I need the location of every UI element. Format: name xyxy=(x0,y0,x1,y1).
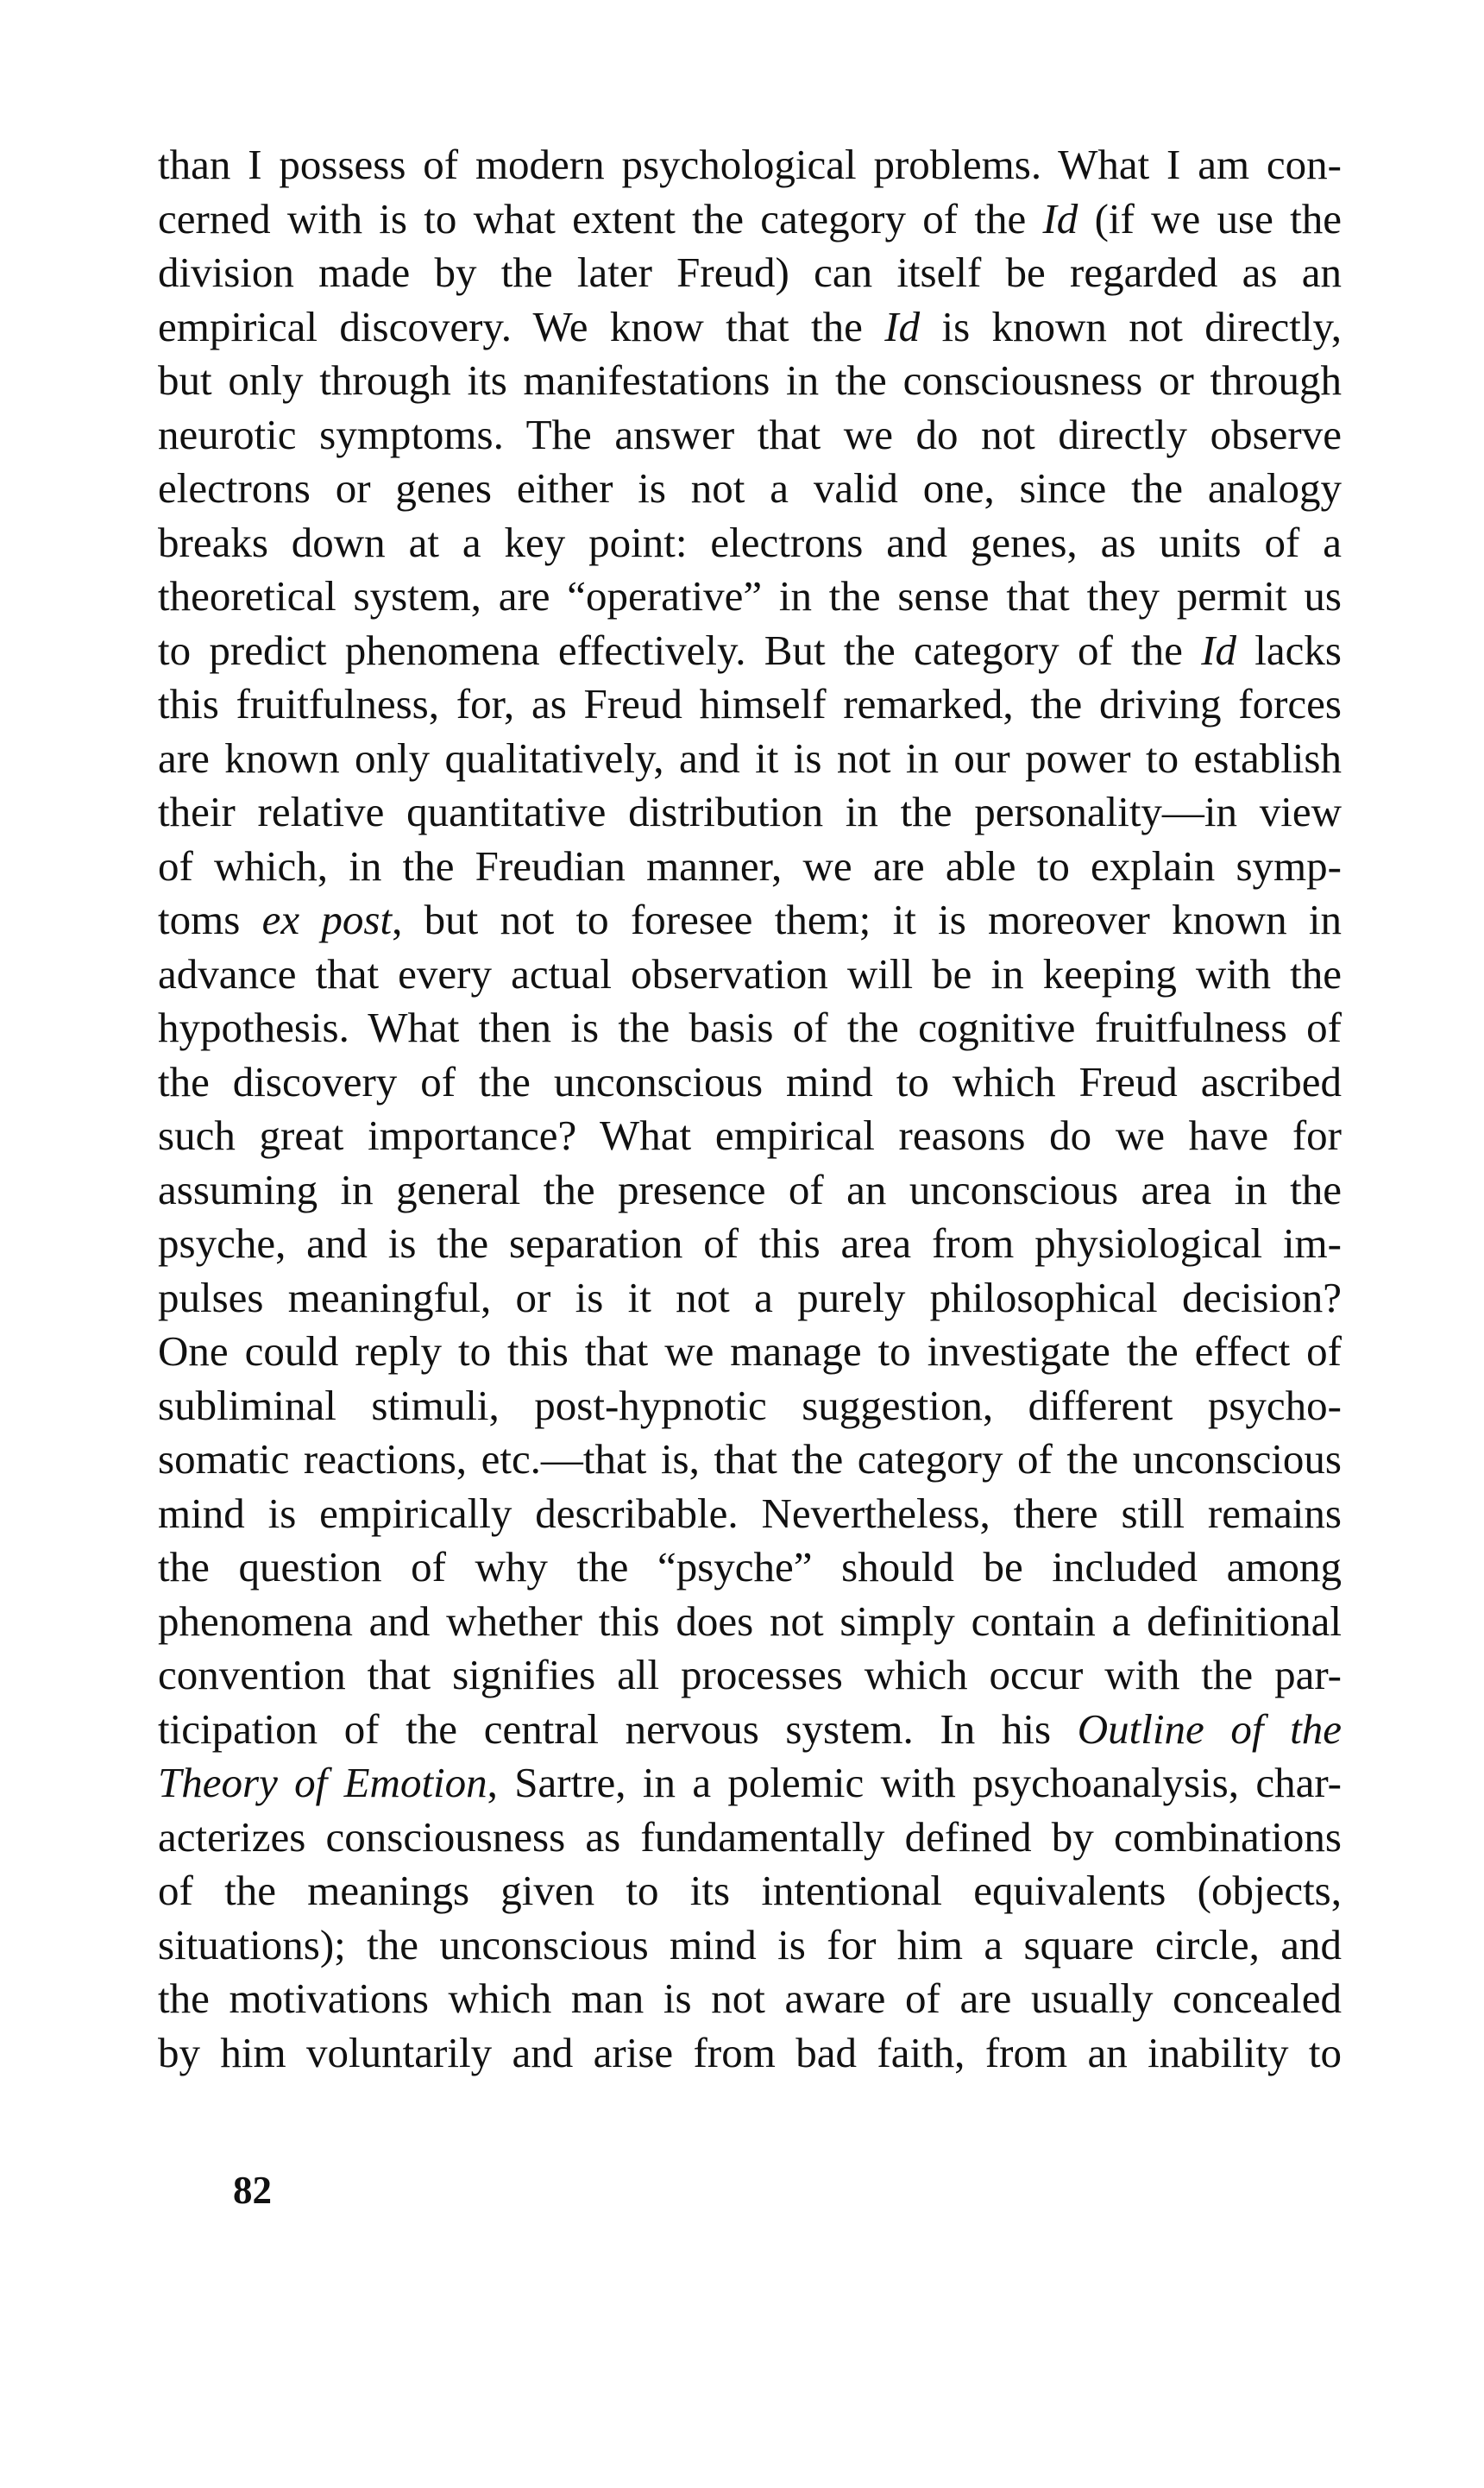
text-line: assuming in general the presence of an unconscious area in the xyxy=(158,1165,1342,1213)
text-line: empirical discovery. We know that the Id is known not directly, xyxy=(158,302,1343,350)
page-number: 82 xyxy=(233,2169,272,2212)
text-line: phenomena and whether this does not simply contain a definitional xyxy=(158,1597,1342,1645)
text-line: of the meanings given to its intentional equivalents (objects, xyxy=(158,1867,1342,1914)
text-line: than I possess of modern psychological problems. What I am con- xyxy=(158,141,1342,188)
text-line: the motivations which man is not aware of are usually concealed xyxy=(158,1975,1342,2022)
text-line: neurotic symptoms. The answer that we do not directly observe xyxy=(158,410,1342,458)
text-line: toms ex post, but not to foresee them; it is moreover known in xyxy=(158,896,1342,943)
text-line: convention that signifies all processes which occur with the par- xyxy=(158,1651,1342,1698)
text-line: the question of why the “psyche” should be included among xyxy=(158,1543,1342,1590)
text-line: but only through its manifestations in the consciousness or through xyxy=(158,356,1342,404)
text-line: to predict phenomena effectively. But the category of the Id lacks xyxy=(158,626,1342,674)
text-line: Theory of Emotion, Sartre, in a polemic with psychoanalysis, char- xyxy=(158,1759,1342,1806)
text-line: subliminal stimuli, post-hypnotic suggestion, different psycho- xyxy=(158,1381,1342,1429)
text-line: are known only qualitatively, and it is not in our power to establish xyxy=(158,734,1342,782)
text-line: somatic reactions, etc.—that is, that the category of the unconscious xyxy=(158,1435,1342,1483)
text-line: of which, in the Freudian manner, we are able to explain symp- xyxy=(158,841,1342,890)
text-line: One could reply to this that we manage to investigate the effect of xyxy=(158,1327,1342,1375)
text-line: psyche, and is the separation of this area from physiological im- xyxy=(158,1219,1342,1267)
text-line: acterizes consciousness as fundamentally defined by combinations xyxy=(158,1812,1342,1861)
text-line: electrons or genes either is not a valid one, since the analogy xyxy=(158,464,1342,512)
text-line: cerned with is to what extent the category of the Id (if we use the xyxy=(158,194,1342,243)
text-line: situations); the unconscious mind is for him a square circle, and xyxy=(158,1920,1342,1968)
text-line: advance that every actual observation will be in keeping with the xyxy=(158,949,1342,998)
text-line: this fruitfulness, for, as Freud himself remarked, the driving forces xyxy=(158,680,1342,728)
text-line: theoretical system, are “operative” in the sense that they permit us xyxy=(158,572,1342,620)
text-line: the discovery of the unconscious mind to which Freud ascribed xyxy=(158,1057,1342,1105)
body-text xyxy=(158,138,1342,2080)
text-line: hypothesis. What then is the basis of the cognitive fruitfulness of xyxy=(158,1004,1342,1051)
text-line: division made by the later Freud) can itself be regarded as an xyxy=(158,249,1342,296)
text-line: pulses meaningful, or is it not a purely philosophical decision? xyxy=(158,1273,1342,1321)
text-line: ticipation of the central nervous system. In his Outline of the xyxy=(158,1704,1343,1753)
text-line: such great importance? What empirical reasons do we have for xyxy=(158,1112,1342,1159)
text-line: breaks down at a key point: electrons and genes, as units of a xyxy=(158,518,1342,566)
text-line: their relative quantitative distribution in the personality—in view xyxy=(158,788,1342,835)
text-line: mind is empirically describable. Nevertheless, there still remains xyxy=(158,1489,1342,1537)
text-line: by him voluntarily and arise from bad faith, from an inability to xyxy=(158,2028,1342,2076)
